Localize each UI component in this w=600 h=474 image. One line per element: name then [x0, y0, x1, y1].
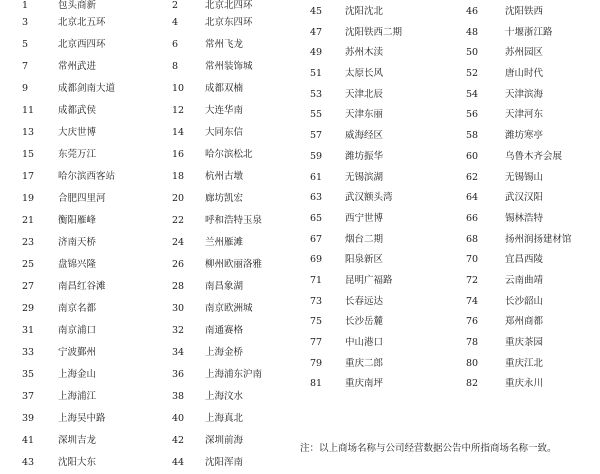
- store-number: 21: [22, 215, 35, 226]
- store-name: 杭州古墩: [205, 171, 244, 182]
- store-name: 上海浦东沪南: [205, 369, 263, 380]
- store-name: 南昌红谷滩: [58, 281, 106, 292]
- store-number: 12: [172, 105, 185, 116]
- table-row: [298, 126, 600, 147]
- table-row: [298, 354, 600, 375]
- store-number: 35: [22, 369, 35, 380]
- store-name: 柳州欧丽洛雅: [205, 259, 263, 270]
- store-number: 53: [310, 88, 323, 100]
- table-row: [298, 292, 600, 313]
- store-name: 武汉额头湾: [345, 192, 393, 204]
- store-name: 天津滨海: [505, 88, 544, 100]
- store-name: 沈阳铁西二期: [345, 26, 403, 38]
- table-row: [0, 452, 298, 474]
- table-row: [298, 209, 600, 230]
- store-number: 52: [466, 68, 479, 80]
- store-number: 15: [22, 149, 35, 160]
- store-number: 67: [310, 233, 323, 245]
- store-name: 天津北辰: [345, 88, 384, 100]
- store-name: 深圳前海: [205, 435, 244, 446]
- table-row: [298, 312, 600, 333]
- store-name: 昆明广福路: [345, 274, 393, 286]
- store-name: 天津河东: [505, 109, 544, 121]
- store-name: 烟台二期: [345, 233, 384, 245]
- store-number: 48: [466, 26, 479, 38]
- store-name: 常州装饰城: [205, 61, 253, 72]
- store-number: 61: [310, 171, 323, 183]
- store-number: 57: [310, 130, 323, 142]
- table-row: [0, 56, 298, 78]
- store-name: 太原长风: [345, 68, 384, 80]
- store-number: 47: [310, 26, 323, 38]
- store-number: 27: [22, 281, 35, 292]
- store-name: 南京欧洲城: [205, 303, 253, 314]
- store-name: 南京名都: [58, 303, 97, 314]
- store-number: 49: [310, 47, 323, 59]
- table-row: [0, 364, 298, 386]
- store-number: 18: [172, 171, 185, 182]
- store-number: 76: [466, 316, 479, 328]
- store-name: 哈尔滨西客站: [58, 171, 116, 182]
- table-row: [0, 144, 298, 166]
- table-row: [298, 230, 600, 251]
- store-name: 盘锦兴隆: [58, 259, 97, 270]
- store-number: 24: [172, 237, 185, 248]
- table-row: [298, 23, 600, 44]
- table-row: [298, 105, 600, 126]
- store-number: 43: [22, 457, 35, 468]
- store-name: 天津东丽: [345, 109, 384, 121]
- table-row: [298, 271, 600, 292]
- table-row: [298, 250, 600, 271]
- store-name: 郑州商都: [505, 316, 544, 328]
- table-row: [298, 374, 600, 395]
- store-number: 68: [466, 233, 479, 245]
- store-number: 33: [22, 347, 35, 358]
- store-number: 42: [172, 435, 185, 446]
- table-row: [298, 43, 600, 64]
- store-number: 11: [22, 105, 35, 116]
- store-name: 衡阳雁峰: [58, 215, 97, 226]
- store-number: 13: [22, 127, 35, 138]
- store-name: 十堰浙江路: [505, 26, 553, 38]
- store-number: 54: [466, 88, 479, 100]
- store-number: 59: [310, 150, 323, 162]
- store-name: 兰州雁滩: [205, 237, 244, 248]
- store-name: 沈阳沈北: [345, 6, 384, 17]
- store-number: 51: [310, 68, 323, 80]
- store-number: 74: [466, 295, 479, 307]
- footnote: 注：以上商场名称与公司经营数据公告中所指商场名称一致。: [300, 443, 557, 454]
- store-number: 60: [466, 150, 479, 162]
- store-name: 重庆南坪: [345, 378, 384, 390]
- store-number: 4: [172, 17, 179, 28]
- table-row: [0, 276, 298, 298]
- store-name: 宁波鄞州: [58, 347, 97, 358]
- table-row: [0, 12, 298, 34]
- store-number: 81: [310, 378, 323, 390]
- store-name: 北京西四环: [58, 39, 106, 50]
- store-number: 34: [172, 347, 185, 358]
- store-number: 17: [22, 171, 35, 182]
- store-number: 29: [22, 303, 35, 314]
- store-number: 56: [466, 109, 479, 121]
- table-row: [0, 78, 298, 100]
- store-name: 合肥四里河: [58, 193, 106, 204]
- store-number: 44: [172, 457, 185, 468]
- store-number: 26: [172, 259, 185, 270]
- table-row: [0, 342, 298, 364]
- store-name: 包头商新: [58, 0, 97, 11]
- store-number: 70: [466, 254, 479, 266]
- table-row: [0, 34, 298, 56]
- table-row: [0, 298, 298, 320]
- table-row: [0, 188, 298, 210]
- store-number: 55: [310, 109, 323, 121]
- store-number: 69: [310, 254, 323, 266]
- store-number: 45: [310, 6, 323, 17]
- store-name: 上海汶水: [205, 391, 244, 402]
- store-number: 30: [172, 303, 185, 314]
- store-name: 宜昌西陵: [505, 254, 544, 266]
- store-name: 北京北四环: [205, 0, 253, 11]
- store-number: 77: [310, 337, 323, 348]
- store-name: 长春远达: [345, 295, 384, 307]
- store-name: 苏州木渎: [345, 47, 384, 59]
- table-row: [0, 232, 298, 254]
- store-number: 1: [22, 0, 29, 11]
- store-name: 廊坊凯宏: [205, 193, 244, 204]
- store-name: 大庆世博: [58, 127, 97, 138]
- table-row: [0, 408, 298, 430]
- store-number: 58: [466, 130, 479, 142]
- table-row: [298, 85, 600, 106]
- store-number: 22: [172, 215, 185, 226]
- store-number: 10: [172, 83, 185, 94]
- store-name: 乌鲁木齐会展: [505, 150, 563, 162]
- store-name: 成都武侯: [58, 105, 97, 116]
- table-row: [298, 168, 600, 189]
- store-name: 东莞万江: [58, 149, 97, 160]
- store-name: 哈尔滨松北: [205, 149, 253, 160]
- store-number: 19: [22, 193, 35, 204]
- store-number: 6: [172, 39, 179, 50]
- store-name: 西宁世博: [345, 212, 384, 224]
- store-name: 中山港口: [345, 337, 384, 348]
- store-number: 23: [22, 237, 35, 248]
- store-name: 武汉汉阳: [505, 192, 544, 204]
- store-number: 5: [22, 39, 29, 50]
- table-row: [0, 0, 298, 12]
- store-number: 3: [22, 17, 29, 28]
- table-row: [298, 188, 600, 209]
- table-row: [0, 386, 298, 408]
- store-number: 2: [172, 0, 179, 11]
- store-number: 72: [466, 274, 479, 286]
- store-name: 无锡锡山: [505, 171, 544, 183]
- store-table-left: [0, 0, 298, 474]
- store-number: 25: [22, 259, 35, 270]
- store-name: 常州武进: [58, 61, 97, 72]
- store-number: 50: [466, 47, 479, 59]
- store-name: 成都剑南大道: [58, 83, 116, 94]
- store-name: 常州飞龙: [205, 39, 244, 50]
- store-name: 南通赛格: [205, 325, 244, 336]
- store-number: 41: [22, 435, 35, 446]
- store-name: 潍坊振华: [345, 150, 384, 162]
- store-number: 78: [466, 337, 479, 348]
- table-row: [298, 333, 600, 354]
- store-number: 73: [310, 295, 323, 307]
- store-name: 上海真北: [205, 413, 244, 424]
- store-number: 79: [310, 357, 323, 369]
- store-name: 呼和浩特玉泉: [205, 215, 263, 226]
- store-name: 上海金桥: [205, 347, 244, 358]
- store-number: 37: [22, 391, 35, 402]
- table-row: [0, 210, 298, 232]
- store-name: 长沙岳麓: [345, 316, 384, 328]
- store-name: 威海经区: [345, 130, 384, 142]
- store-name: 大同东信: [205, 127, 244, 138]
- store-name: 南昌象湖: [205, 281, 244, 292]
- store-number: 16: [172, 149, 185, 160]
- store-number: 28: [172, 281, 185, 292]
- store-number: 7: [22, 61, 29, 72]
- table-row: [0, 254, 298, 276]
- store-number: 20: [172, 193, 185, 204]
- store-number: 75: [310, 316, 323, 328]
- store-name: 重庆永川: [505, 378, 544, 390]
- store-name: 云南曲靖: [505, 274, 544, 286]
- table-row: [0, 100, 298, 122]
- store-name: 沈阳大东: [58, 457, 97, 468]
- store-name: 无锡滨湖: [345, 171, 384, 183]
- table-row: [0, 122, 298, 144]
- store-number: 9: [22, 83, 29, 94]
- table-row: [298, 147, 600, 168]
- store-name: 北京北五环: [58, 17, 106, 28]
- table-row: [0, 166, 298, 188]
- store-number: 38: [172, 391, 185, 402]
- store-name: 上海吴中路: [58, 413, 106, 424]
- store-name: 深圳吉龙: [58, 435, 97, 446]
- store-number: 63: [310, 192, 323, 204]
- store-number: 80: [466, 357, 479, 369]
- store-name: 上海金山: [58, 369, 97, 380]
- store-number: 40: [172, 413, 185, 424]
- store-number: 66: [466, 212, 479, 224]
- store-number: 64: [466, 192, 479, 204]
- table-row: [298, 64, 600, 85]
- store-number: 62: [466, 171, 479, 183]
- store-name: 重庆二郎: [345, 357, 384, 369]
- store-name: 沈阳铁西: [505, 6, 544, 17]
- store-number: 65: [310, 212, 323, 224]
- store-table-right: [298, 0, 600, 395]
- store-name: 重庆茶园: [505, 337, 544, 348]
- store-name: 济南天桥: [58, 237, 97, 248]
- store-name: 苏州园区: [505, 47, 544, 59]
- store-name: 成都双楠: [205, 83, 244, 94]
- store-name: 重庆江北: [505, 357, 544, 369]
- store-name: 上海浦江: [58, 391, 97, 402]
- store-name: 扬州润扬建材馆: [505, 233, 572, 245]
- store-number: 32: [172, 325, 185, 336]
- store-number: 14: [172, 127, 185, 138]
- store-number: 8: [172, 61, 179, 72]
- store-number: 36: [172, 369, 185, 380]
- store-number: 46: [466, 6, 479, 17]
- table-row: [0, 430, 298, 452]
- store-name: 潍坊寒亭: [505, 130, 544, 142]
- store-name: 锡林浩特: [505, 212, 544, 224]
- store-name: 阳泉新区: [345, 254, 384, 266]
- store-number: 39: [22, 413, 35, 424]
- store-name: 唐山时代: [505, 68, 544, 80]
- store-number: 31: [22, 325, 35, 336]
- store-name: 南京浦口: [58, 325, 97, 336]
- store-number: 71: [310, 274, 323, 286]
- table-row: [298, 2, 600, 23]
- store-name: 长沙韶山: [505, 295, 544, 307]
- store-number: 82: [466, 378, 479, 390]
- store-name: 北京东四环: [205, 17, 253, 28]
- table-row: [0, 320, 298, 342]
- store-name: 大连华南: [205, 105, 244, 116]
- store-name: 沈阳浑南: [205, 457, 244, 468]
